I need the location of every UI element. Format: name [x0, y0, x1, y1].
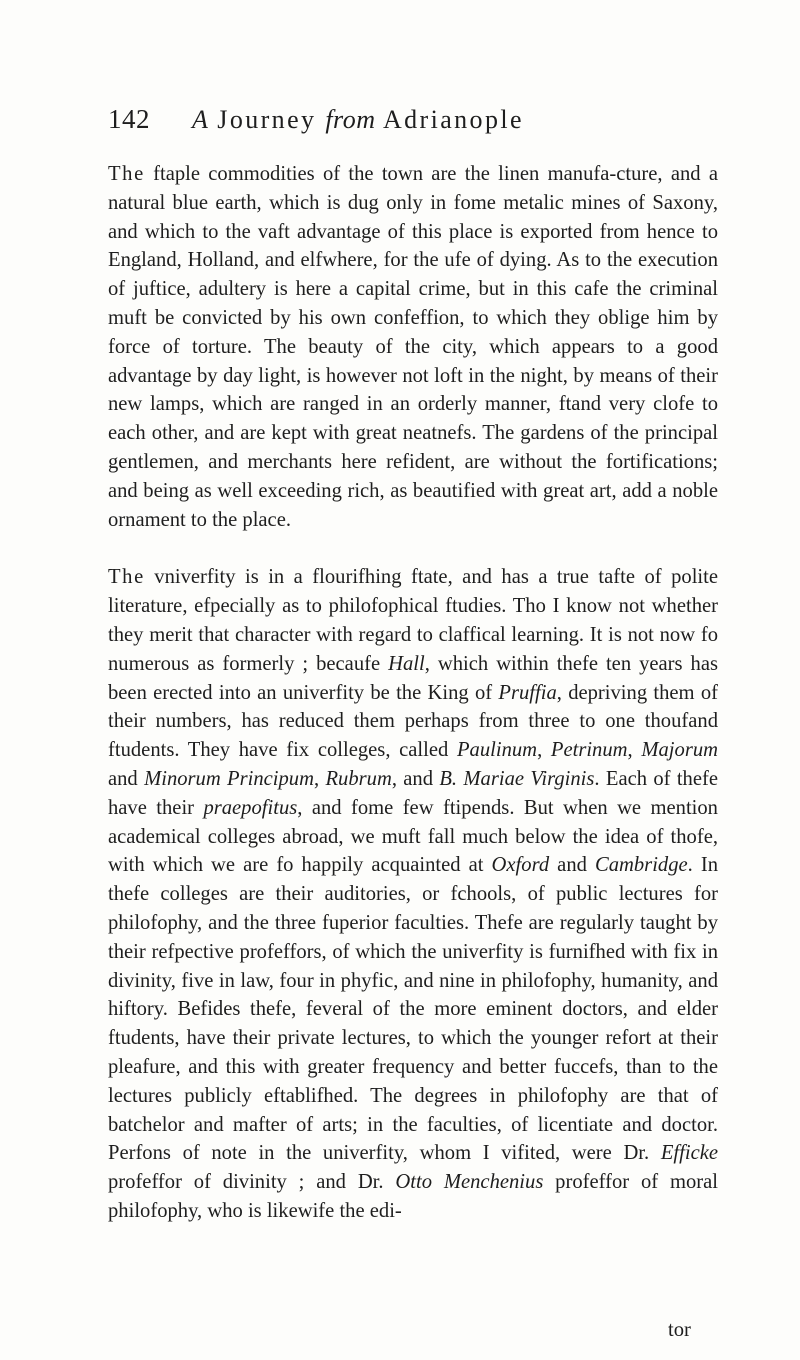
body-text [108, 160, 718, 1226]
paragraph-text: vniverfity is in a flourifhing ftate, and has a true tafte of polite literature, efpecially as to philofophical ftudies. Tho I know not whether they merit that character with regard to claffical learning. It is not now fo numerous as formerly ; becaufe [108, 566, 718, 675]
italic-minorum-principum: Minorum Principum [144, 767, 314, 790]
punctuation: , [627, 739, 642, 762]
punctuation: , [537, 739, 551, 762]
paragraph-text: . Each of thefe have their [108, 767, 718, 819]
page-number: 142 [108, 104, 150, 134]
italic-prussia: Pruffia [498, 681, 557, 704]
paragraph-text: ftaple commodities of the town are the linen manufa-cture, and a natural blue earth, which is dug only in fome metalic mines of Saxony, and which to the vaft advantage of this place is exported from hence to England, Holland, and elfwhere, for the ufe of dying. As to the execution of juftice, adultery is here a capital crime, but in this cafe the criminal muft be convicted by his own confeffion, to which they oblige him by force of torture. The beauty of the city, which appears to a good advantage by day light, is however not loft in the night, by means of their new lamps, which are ranged in an orderly manner, ftand very clofe to each other, and are kept with great neatnefs. The gardens of the principal gentlemen, and merchants here refident, are without the fortifications; and being as well exceeding rich, as beautified with great art, add a noble ornament to the place. [108, 163, 718, 531]
paragraph-text: , which within thefe ten years has been erected into an univerfity be the King of [108, 652, 718, 704]
paragraph-text: , depriving them of their numbers, has reduced them perhaps from three to one thoufand ftudents. They have fix colleges, called [108, 681, 718, 762]
catchword: tor [668, 1319, 691, 1341]
italic-otto-menchenius: Otto Menchenius [395, 1171, 544, 1194]
paragraph-lead-word: The [108, 566, 145, 589]
punctuation: , [313, 767, 326, 790]
paragraph-text: , and [391, 767, 440, 790]
paragraph-university [108, 563, 718, 1225]
paragraph-text: and [549, 854, 595, 877]
running-head [192, 105, 524, 135]
paragraph-text: profeffor of divinity ; and Dr. [108, 1171, 396, 1194]
paragraph-text: and [108, 767, 145, 790]
paragraph-text: , and fome few ftipends. But when we mention academical colleges abroad, we muft fall much below the idea of thofe, with which we are fo happily acquainted at [108, 796, 718, 877]
italic-mariae-virginis: B. Mariae Virginis [439, 767, 595, 790]
page-header [108, 104, 708, 144]
running-head-adrianople: Adrianople [382, 105, 524, 134]
running-head-from: from [325, 105, 376, 134]
italic-paulinum: Paulinum [456, 739, 538, 762]
running-head-journey: Journey [217, 105, 317, 134]
running-head-article: A [192, 105, 209, 134]
paragraph-lead-word: The [108, 163, 145, 185]
italic-praepositus: praepofitus [203, 796, 298, 819]
italic-oxford: Oxford [491, 854, 550, 877]
italic-rubrum: Rubrum [325, 767, 392, 790]
italic-hall: Hall [388, 652, 425, 675]
paragraph-text: . In thefe colleges are their auditories, or fchools, of public lectures for philofophy, and the three fuperior faculties. Thefe are regularly taught by their refpective profeffors, of which the univerfity is furnifhed with fix in divinity, five in law, four in phyfic, and nine in philofophy, humanity, and hiftory. Befides thefe, feveral of the more eminent doctors, and elder ftudents, have their private lectures, to which the younger refort at their pleafure, and this with greater frequency and better fuccefs, than to the lectures publicly eftablifhed. The degrees in philofophy are that of batchelor and mafter of arts; in the faculties, of licentiate and doctor. Perfons of note in the univerfity, whom I vifited, were Dr. [108, 854, 719, 1165]
paragraph-text: profeffor of moral philofophy, who is likewife the edi- [108, 1171, 718, 1222]
italic-efficke: Efficke [660, 1142, 718, 1165]
italic-petrinum: Petrinum [550, 739, 628, 762]
italic-majorum: Majorum [641, 739, 718, 762]
paragraph-staple-commodities [108, 160, 718, 534]
italic-cambridge: Cambridge [594, 854, 688, 877]
